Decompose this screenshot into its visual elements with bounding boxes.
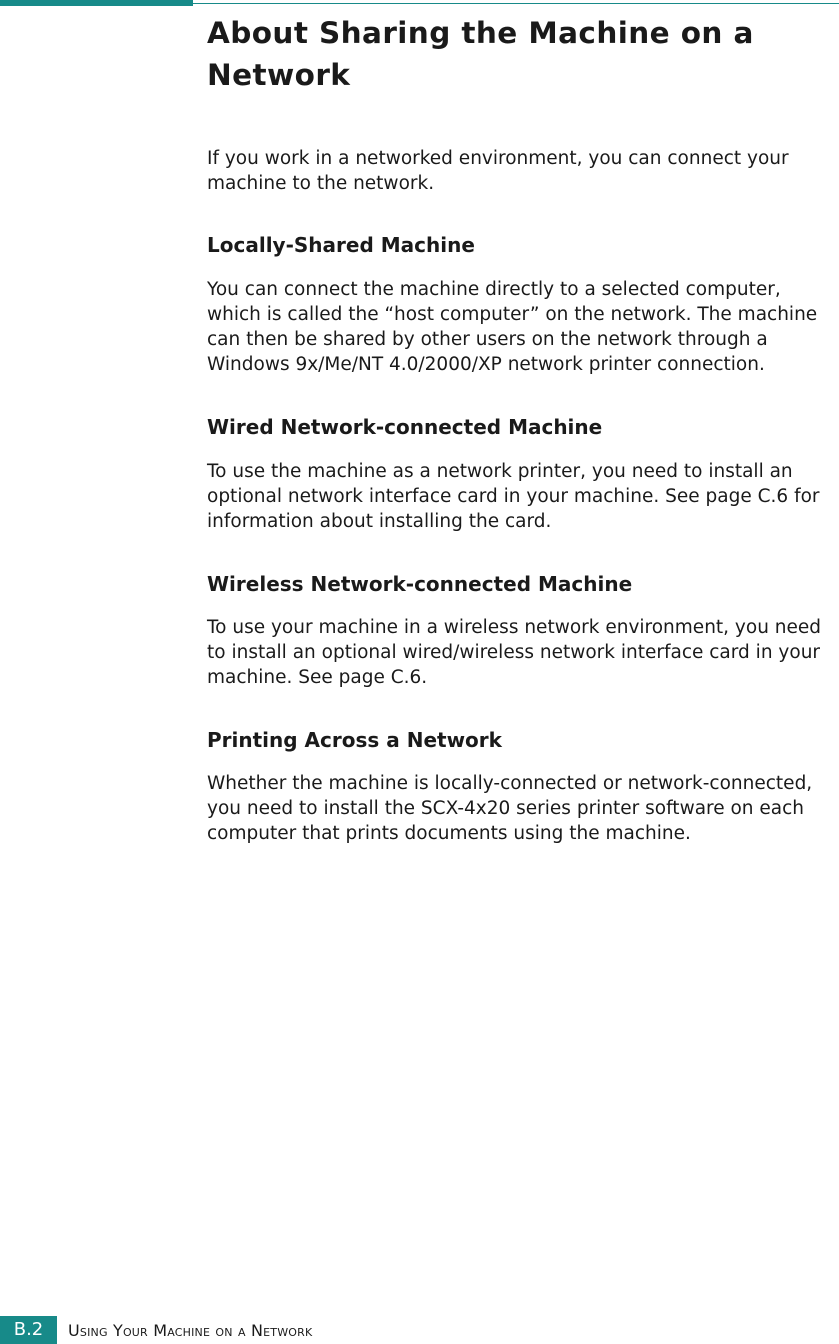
page-title: About Sharing the Machine on a Network (207, 16, 754, 92)
section-text-locally-shared: You can connect the machine directly to a selected computer, which is called the “host computer” on the network. The machine can then be shared by other users on the network through a Windows 9x/Me/NT 4.0/2000/XP network printer connection. (207, 279, 818, 375)
section-text-printing-across-network: Whether the machine is locally-connected or network-connected, you need to install the SCX-4x20 series printer software on each computer that prints documents using the machine. (207, 773, 813, 844)
section-heading-wired-network: Wired Network-connected Machine (207, 415, 603, 439)
section-heading-wireless-network: Wireless Network-connected Machine (207, 572, 633, 596)
section-heading-printing-across-network: Printing Across a Network (207, 728, 502, 752)
header-accent-bar (0, 0, 193, 6)
intro-paragraph: If you work in a networked environment, you can connect your machine to the network. (207, 148, 789, 194)
header-rule (193, 3, 839, 4)
section-text-wireless-network: To use your machine in a wireless network environment, you need to install an optional wired/wireless network interface card in your machine. See page C.6. (207, 617, 822, 688)
chapter-title: Using Your Machine on a Network (68, 1321, 313, 1340)
section-text-wired-network: To use the machine as a network printer, you need to install an optional network interface card in your machine. See page C.6 for information about installing the card. (207, 461, 820, 532)
section-heading-locally-shared: Locally-Shared Machine (207, 233, 475, 257)
page-content (207, 12, 832, 846)
page-number-badge: B.2 (0, 1316, 57, 1344)
